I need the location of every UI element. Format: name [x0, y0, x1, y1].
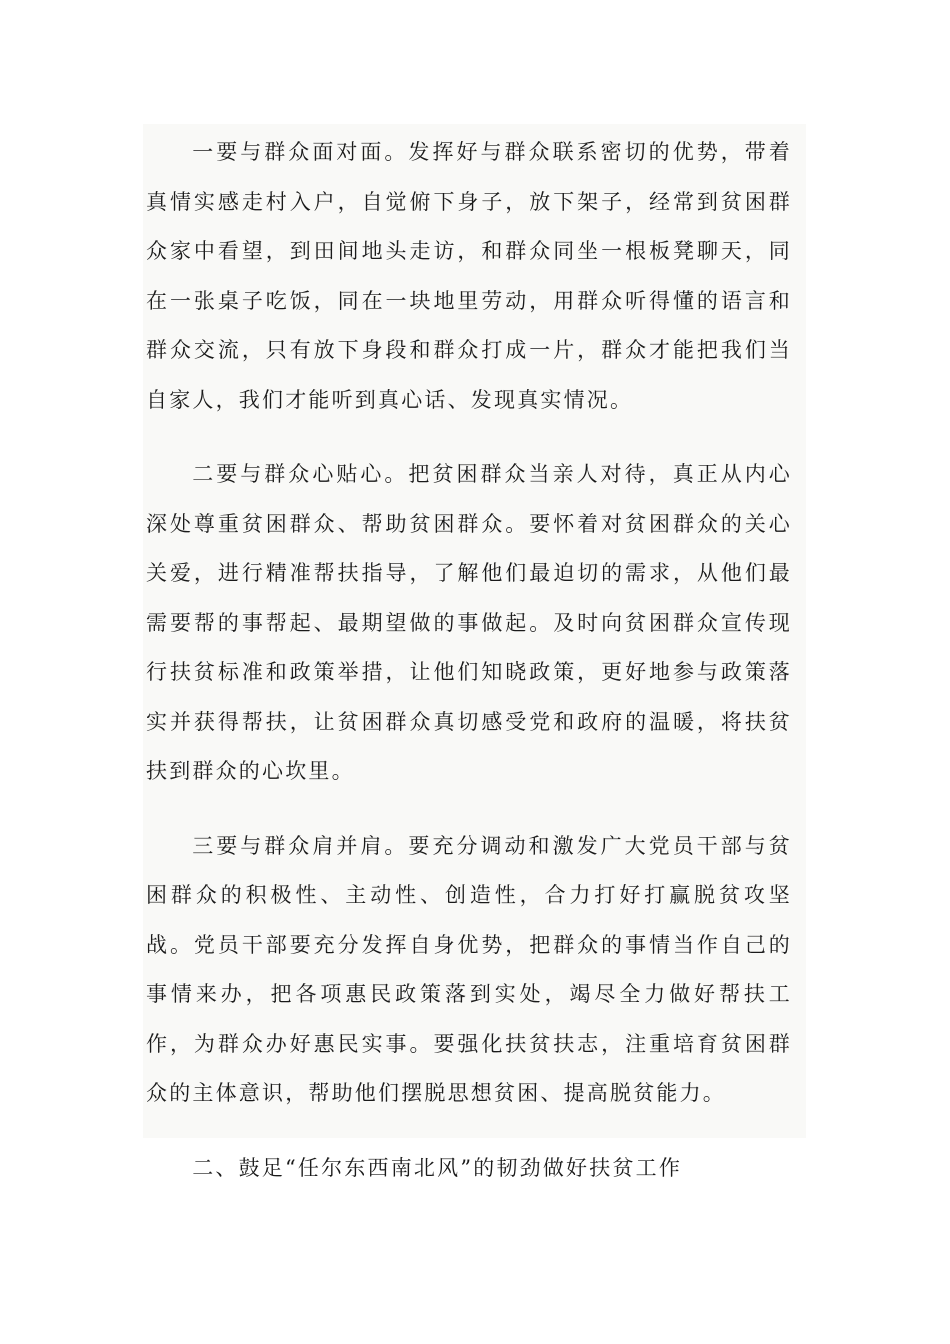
- section-heading: 二、鼓足“任尔东西南北风”的韧劲做好扶贫工作: [192, 1155, 683, 1180]
- paragraph-2: 二要与群众心贴心。把贫困群众当亲人对待，真正从内心深处尊重贫困群众、帮助贫困群众。要怀着对贫困群众的关心关爱，进行精准帮扶指导，了解他们最迫切的需求，从他们最需要帮的事帮起、最期望做的事做起。及时向贫困群众宣传现行扶贫标准和政策举措，让他们知晓政策，更好地参与政策落实并获得帮扶，让贫困群众真切感受党和政府的温暖，将扶贫扶到群众的心坎里。: [146, 462, 792, 783]
- paragraph-3: 三要与群众肩并肩。要充分调动和激发广大党员干部与贫困群众的积极性、主动性、创造性，合力打好打赢脱贫攻坚战。党员干部要充分发挥自身优势，把群众的事情当作自己的事情来办，把各项惠民政策落到实处，竭尽全力做好帮扶工作，为群众办好惠民实事。要强化扶贫扶志，注重培育贫困群众的主体意识，帮助他们摆脱思想贫困、提高脱贫能力。: [146, 833, 792, 1105]
- paragraph-1: 一要与群众面对面。发挥好与群众联系密切的优势，带着真情实感走村入户，自觉俯下身子，放下架子，经常到贫困群众家中看望，到田间地头走访，和群众同坐一根板凳聊天，同在一张桌子吃饭，同在一块地里劳动，用群众听得懂的语言和群众交流，只有放下身段和群众打成一片，群众才能把我们当自家人，我们才能听到真心话、发现真实情况。: [146, 140, 792, 412]
- document-body: [143, 124, 806, 1180]
